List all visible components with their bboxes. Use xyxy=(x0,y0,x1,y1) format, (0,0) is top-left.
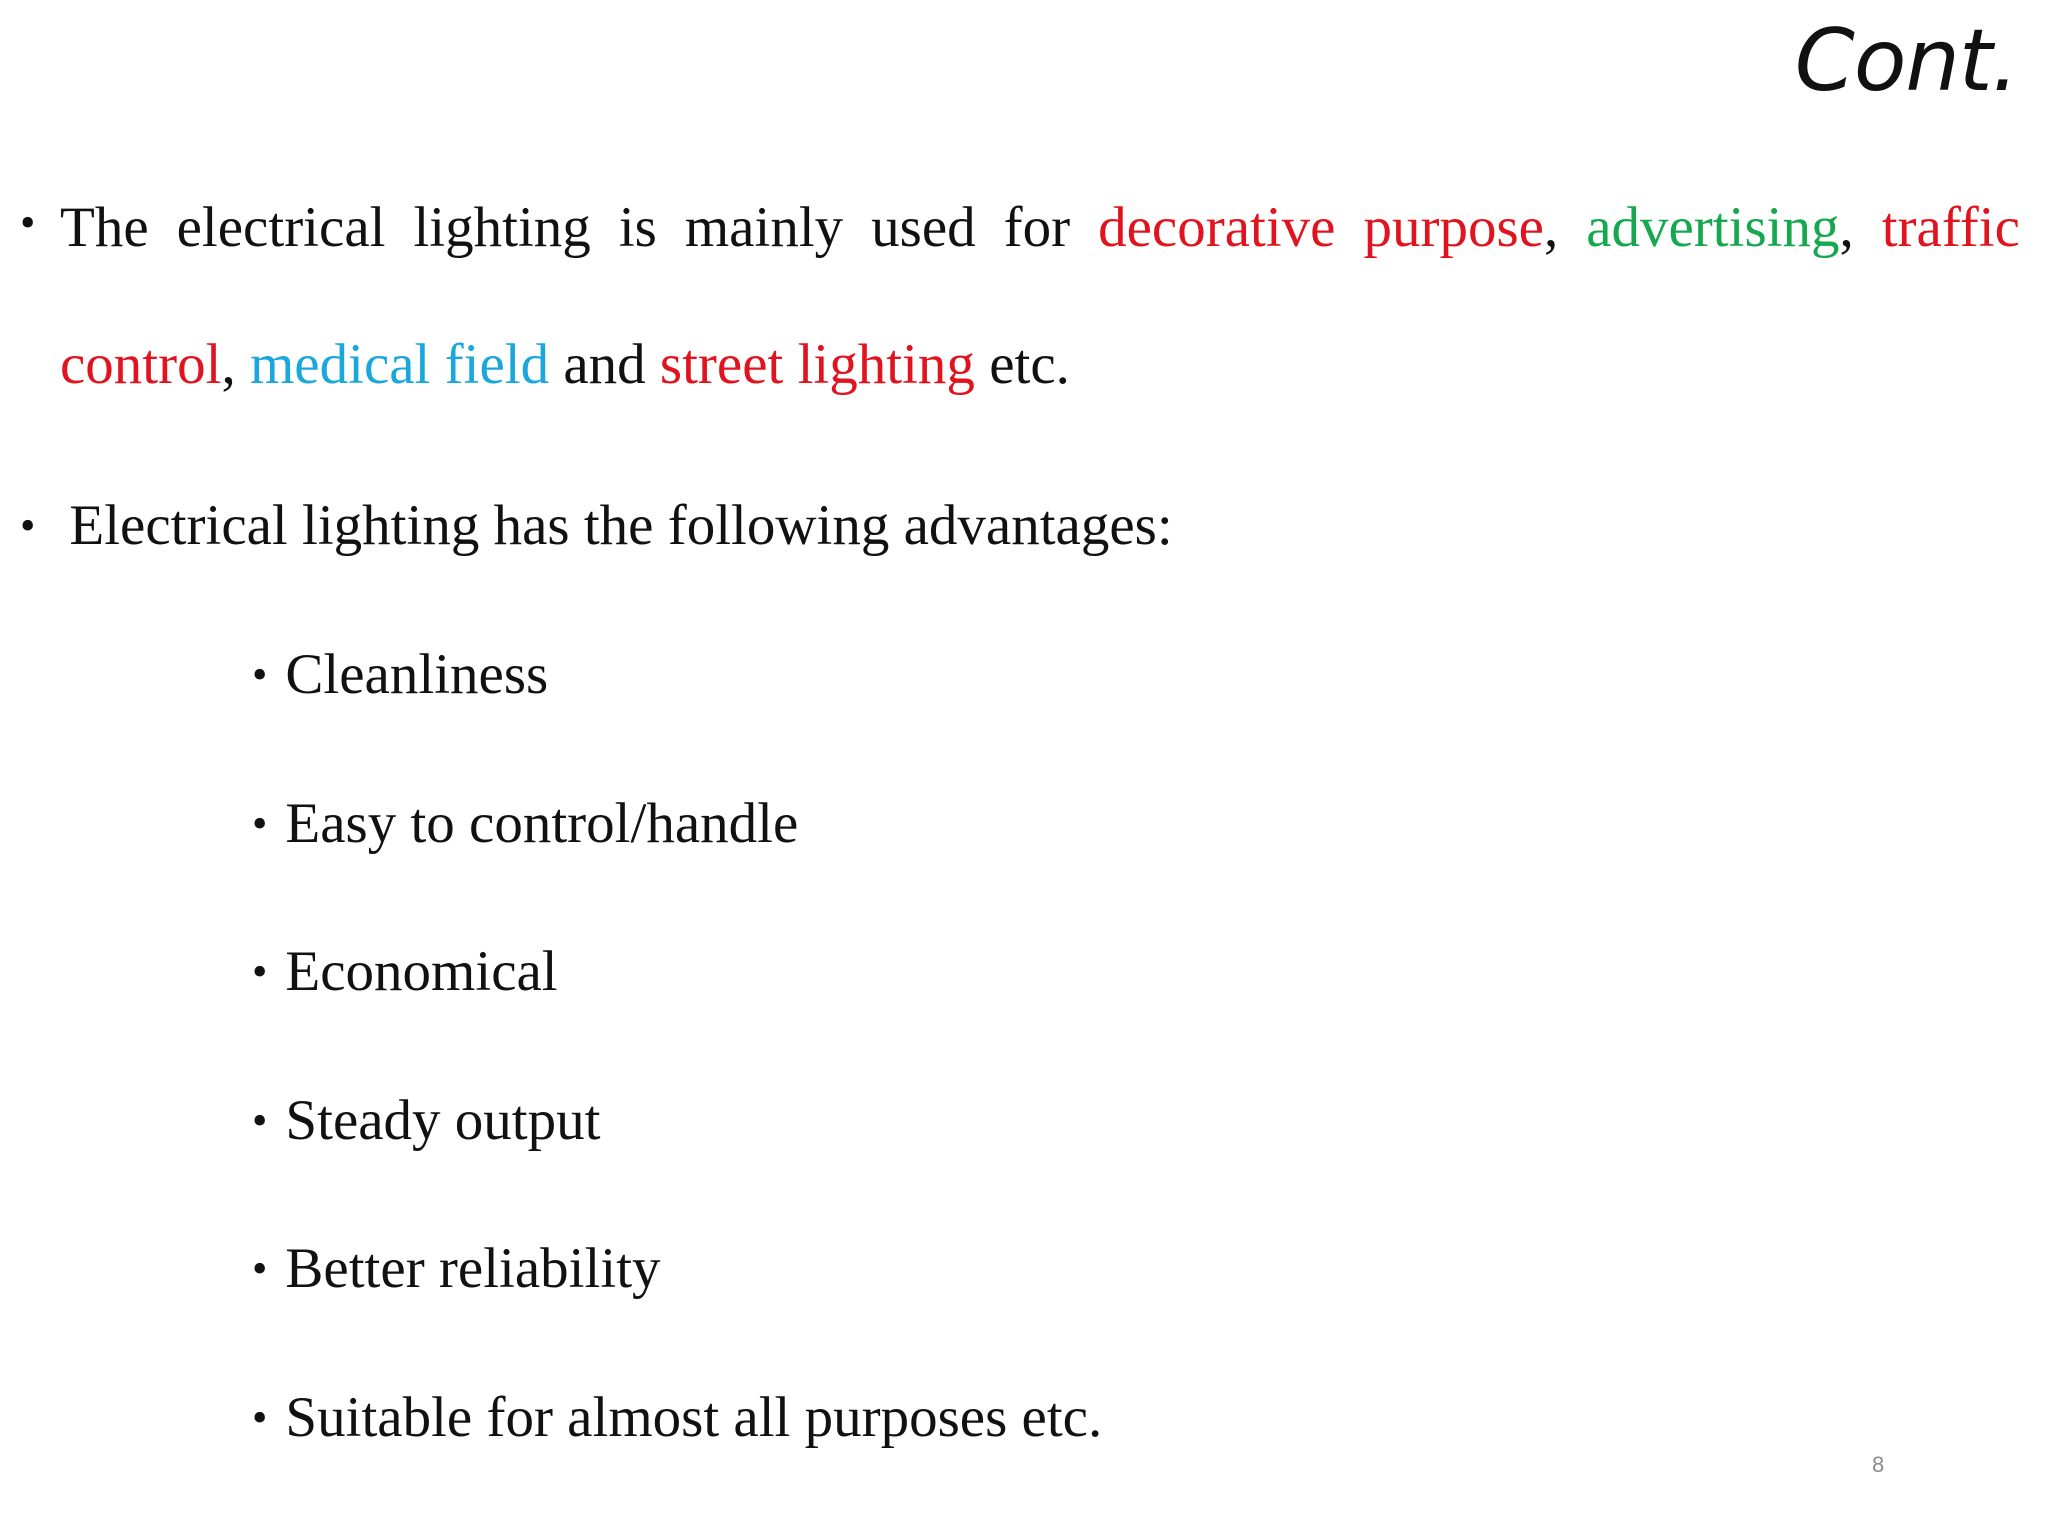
bullet-advantages-intro xyxy=(20,493,1173,558)
list-item xyxy=(252,939,1102,1088)
advantage-text: Cleanliness xyxy=(285,643,549,706)
bullet-dot-icon: • xyxy=(20,501,36,550)
bullet-word-text: mainly xyxy=(684,196,844,259)
bullet-word xyxy=(1363,195,1558,260)
and-text: and xyxy=(549,333,660,396)
bullet-word-text: used xyxy=(871,196,976,259)
bullet-word-text: lighting xyxy=(413,196,591,259)
bullet-dot-icon: • xyxy=(252,650,268,699)
bullet-dot-icon: • xyxy=(252,1244,268,1293)
use-traffic-control: control xyxy=(60,333,222,396)
bullet-word-text: is xyxy=(618,196,657,259)
bullet-word xyxy=(413,195,590,260)
page-number: 8 xyxy=(1872,1452,1885,1477)
bullet-dot-icon: • xyxy=(252,798,268,848)
slide-title: Cont. xyxy=(1794,11,2018,111)
bullet-dot-icon: • xyxy=(252,1095,268,1145)
list-item xyxy=(252,1385,1102,1534)
punctuation: , xyxy=(1543,196,1559,259)
use-medical-field: medical field xyxy=(249,333,550,396)
bullet-word-text: for xyxy=(1003,196,1071,259)
list-item xyxy=(252,791,1102,940)
bullet-line-2 xyxy=(20,332,2020,469)
bullet-word-text: electrical xyxy=(176,196,386,259)
bullet-word xyxy=(1882,195,2020,260)
advantages-list xyxy=(252,642,1102,1533)
advantage-text: Steady output xyxy=(285,1088,601,1152)
bullet-line-2-text xyxy=(60,332,1070,397)
advantage-text: Suitable for almost all purposes etc. xyxy=(285,1385,1103,1449)
bullet-word-text: advertising xyxy=(1586,196,1840,259)
bullet-word xyxy=(619,195,657,260)
bullet-dot-icon: • xyxy=(20,198,36,247)
etc-text: etc. xyxy=(974,333,1070,396)
bullet-dot-icon: • xyxy=(252,947,268,996)
comma: , xyxy=(221,333,250,396)
bullet-word xyxy=(1586,195,1854,260)
list-item xyxy=(252,1088,1102,1237)
list-item xyxy=(252,642,1102,791)
bullet-line-1 xyxy=(20,195,2020,332)
bullet-line-1-text xyxy=(60,195,2020,260)
bullet-word xyxy=(685,195,843,260)
bullet-word-text: purpose xyxy=(1363,196,1544,259)
bullet-word-text: traffic xyxy=(1881,196,2020,259)
bullet-word-text: The xyxy=(60,196,149,259)
advantage-text: Economical xyxy=(285,940,558,1003)
advantage-text: Easy to control/handle xyxy=(285,791,799,855)
bullet-word xyxy=(60,195,149,260)
bullet-word xyxy=(1004,195,1070,260)
punctuation: , xyxy=(1839,196,1854,259)
bullet-word xyxy=(1098,195,1335,260)
advantage-text: Better reliability xyxy=(285,1237,661,1300)
bullet-word xyxy=(177,195,386,260)
advantages-intro-text: Electrical lighting has the following advantages: xyxy=(69,494,1173,557)
bullet-lighting-uses xyxy=(20,195,2020,469)
bullet-word-text: decorative xyxy=(1098,196,1336,259)
bullet-dot-icon: • xyxy=(252,1392,268,1442)
list-item xyxy=(252,1236,1102,1385)
bullet-word xyxy=(871,195,975,260)
use-street-lighting: street lighting xyxy=(659,333,975,396)
